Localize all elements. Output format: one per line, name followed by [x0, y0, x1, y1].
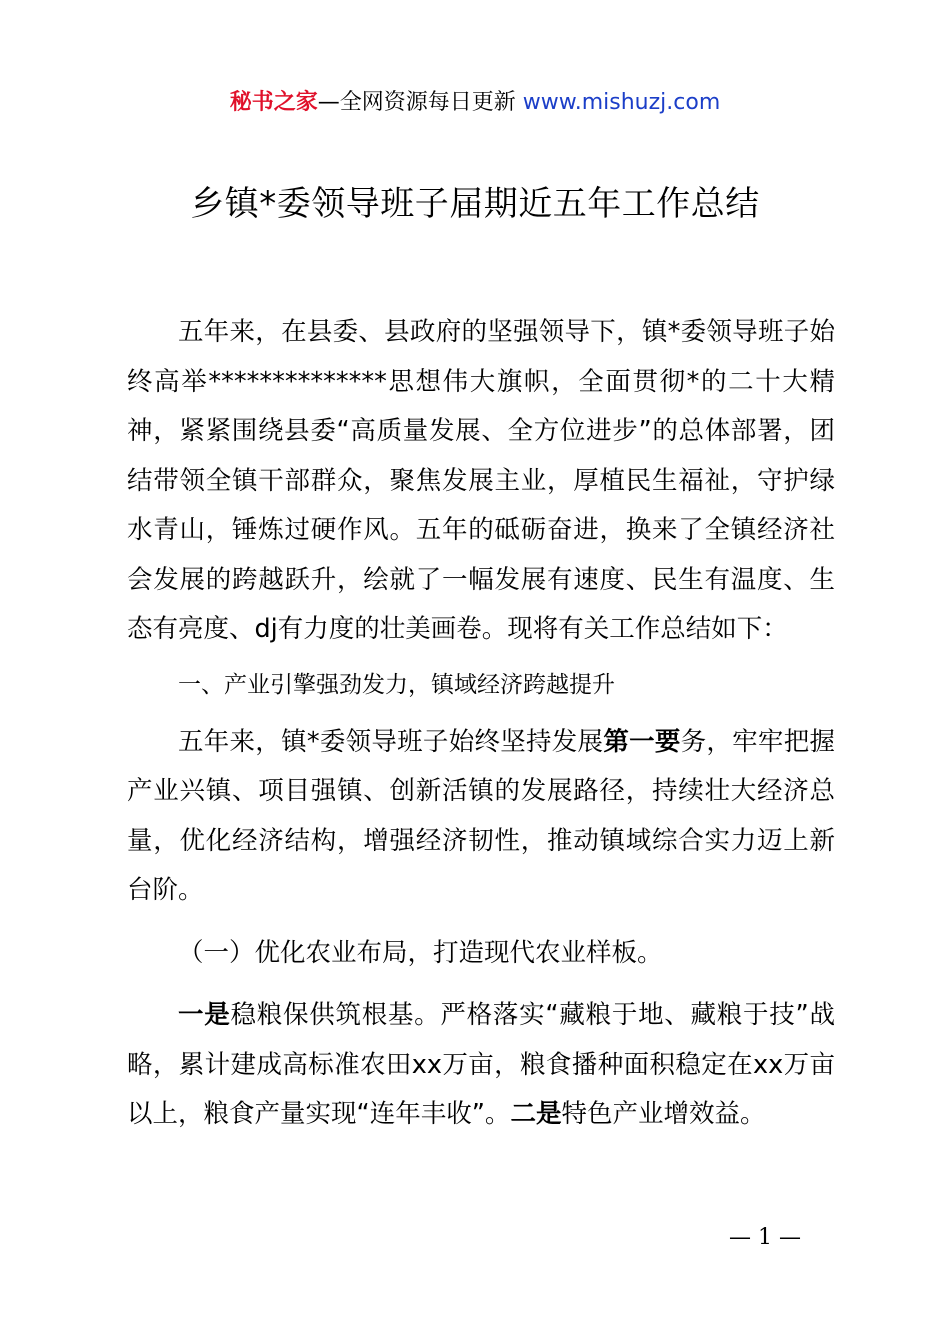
bold-emphasis: 第一要 — [603, 726, 681, 757]
site-header — [0, 86, 950, 120]
bold-emphasis: 一是 — [178, 1000, 231, 1030]
paragraph-text: 特色产业增效益。 — [561, 1099, 766, 1129]
paragraph-section-1 — [127, 718, 835, 916]
paragraph-text: 五年来，镇*委领导班子始终坚持发展 — [178, 726, 604, 757]
page-number: — 1 — — [729, 1225, 801, 1250]
paragraph-intro: 五年来，在县委、县政府的坚强领导下，镇*委领导班子始终高举**************思想伟大旗帜，全面贯彻*的二十大精神，紧紧围绕县委“高质量发展、全方位进步”的总体部署，团结带领全镇干部群众，聚焦发展主业，厚植民生福祉，守护绿水青山，锤炼过硬作风。五年的砥砺奋进，换来了全镇经济社会发展的跨越跃升，绘就了一幅发展有速度、民生有温度、生态有亮度、dj有力度的壮美画卷。现将有关工作总结如下： — [127, 317, 835, 644]
section-heading-1: 一、产业引擎强劲发力，镇域经济跨越提升 — [178, 671, 615, 698]
bold-emphasis: 二是 — [510, 1099, 562, 1129]
document-body — [127, 308, 835, 1140]
header-url[interactable]: www.mishuzj.com — [522, 90, 721, 115]
paragraph-text: 务，牢牢把握产业兴镇、项目强镇、创新活镇的发展路径，持续壮大经济总量，优化经济结构，增强经济韧性，推动镇域综合实力迈上新台阶。 — [127, 726, 835, 905]
document-title: 乡镇*委领导班子届期近五年工作总结 — [190, 184, 760, 224]
header-tagline: —全网资源每日更新 — [317, 90, 523, 115]
paragraph-subsection-1 — [127, 991, 835, 1140]
subsection-heading-1: （一）优化农业布局，打造现代农业样板。 — [178, 937, 663, 968]
brand-name: 秘书之家 — [229, 90, 318, 115]
paragraph-text: 稳粮保供筑根基。严格落实“藏粮于地、藏粮于技”战略，累计建成高标准农田xx万亩，粮食播种面积稳定在xx万亩以上，粮食产量实现“连年丰收”。 — [127, 1000, 835, 1129]
